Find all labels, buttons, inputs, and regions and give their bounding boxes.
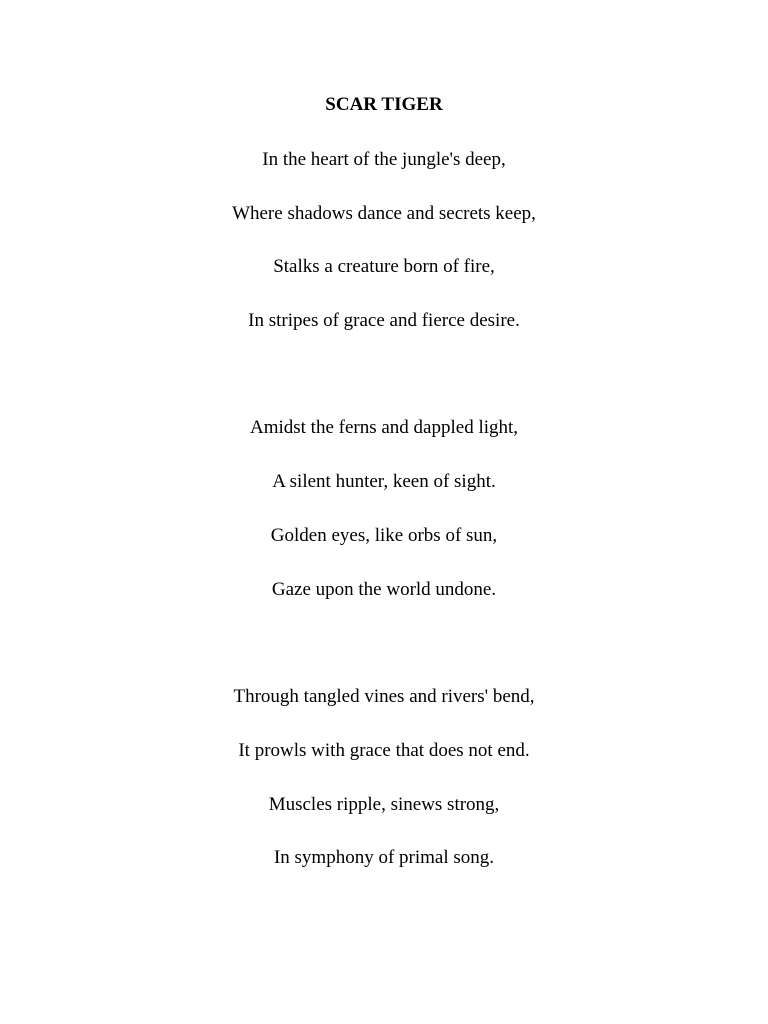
poem-line: Stalks a creature born of fire, <box>273 256 495 277</box>
poem-line: Golden eyes, like orbs of sun, <box>270 525 498 546</box>
poem-line: Amidst the ferns and dappled light, <box>249 417 519 438</box>
poem-line: A silent hunter, keen of sight. <box>272 471 496 492</box>
poem-title: SCAR TIGER <box>325 94 443 115</box>
poem-line: In stripes of grace and fierce desire. <box>248 310 520 331</box>
poem-line: Gaze upon the world undone. <box>271 579 497 600</box>
poem-line: Through tangled vines and rivers' bend, <box>233 686 535 707</box>
poem-line: It prowls with grace that does not end. <box>238 740 530 761</box>
poem-line: In the heart of the jungle's deep, <box>262 149 506 170</box>
poem-line: Muscles ripple, sinews strong, <box>268 794 500 815</box>
poem-line: Where shadows dance and secrets keep, <box>232 203 536 224</box>
poem-line: In symphony of primal song. <box>273 847 495 868</box>
